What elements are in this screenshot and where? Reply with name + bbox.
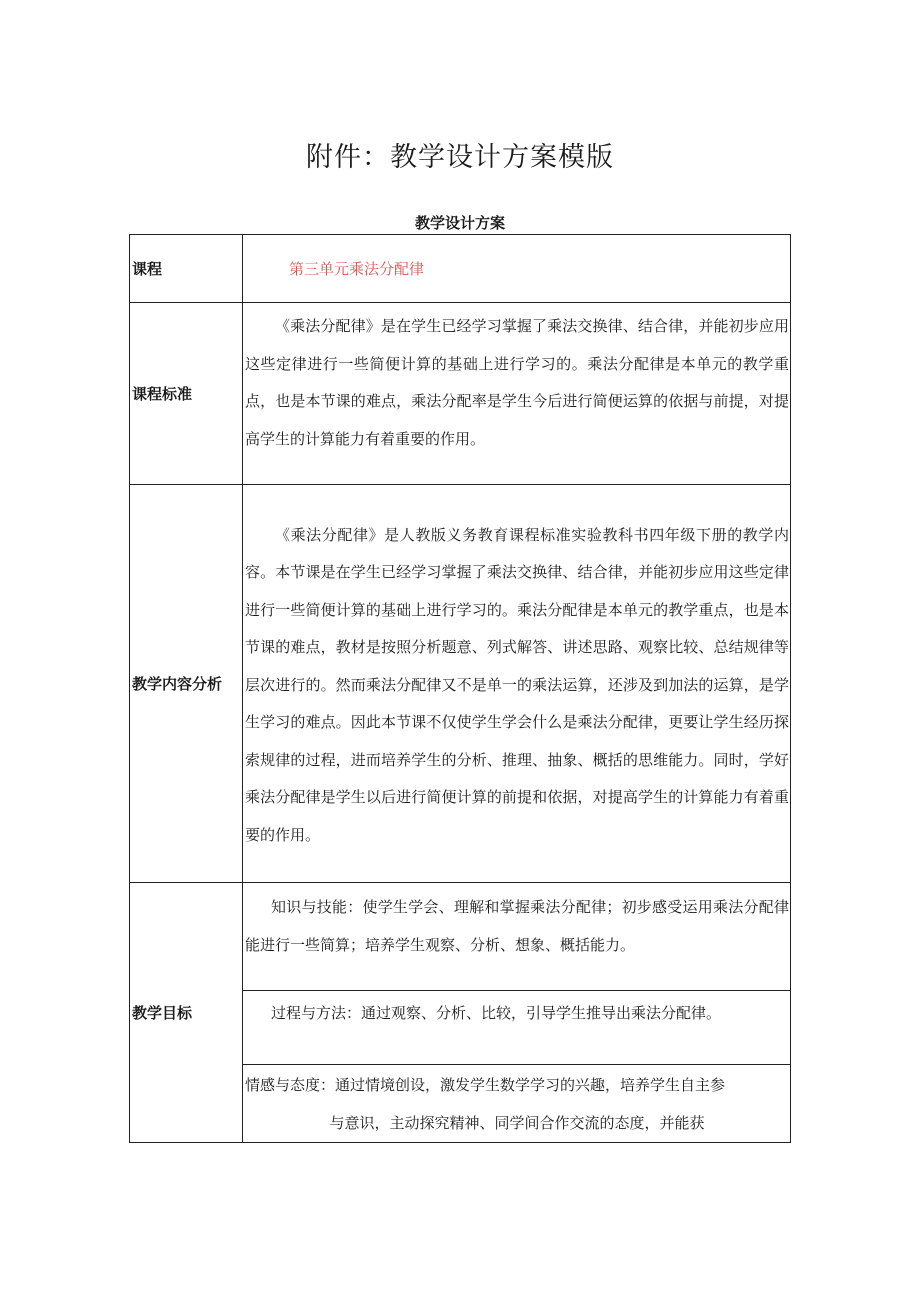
row-goal-knowledge [130, 883, 791, 991]
course-value: 第三单元乘法分配律 [243, 235, 791, 303]
goal-knowledge-text: 知识与技能：使学生学会、理解和掌握乘法分配律；初步感受运用乘法分配律能进行一些简算；培养学生观察、分析、想象、概括能力。 [245, 898, 789, 954]
page-title: 附件：教学设计方案模版 [306, 142, 614, 173]
curriculum-standard-label: 课程标准 [130, 303, 243, 485]
content-analysis-label: 教学内容分析 [130, 485, 243, 883]
table-title: 教学设计方案 [414, 214, 505, 232]
goal-process-cell [243, 991, 791, 1065]
content-analysis-text: 《乘法分配律》是人教版义务教育课程标准实验教科书四年级下册的教学内容。本节课是在学生已经学习掌握了乘法交换律、结合律，并能初步应用这些定律进行一些简便计算的基础上进行学习的。乘法分配律是本单元的教学重点，也是本节课的难点，教材是按照分析题意、列式解答、讲述思路、观察比较、总结规律等层次进行的。然而乘法分配律又不是单一的乘法运算，还涉及到加法的运算，是学生学习的难点。因此本节课不仅使学生学会什么是乘法分配律，更要让学生经历探索规律的过程，进而培养学生的分析、推理、抽象、概括的思维能力。同时，学好乘法分配律是学生以后进行简便计算的前提和依据，对提高学生的计算能力有着重要的作用。 [245, 525, 789, 844]
goal-knowledge-cell [243, 883, 791, 991]
course-label: 课程 [130, 235, 243, 303]
row-course [130, 235, 791, 303]
goal-process-text: 过程与方法：通过观察、分析、比较，引导学生推导出乘法分配律。 [271, 1004, 722, 1022]
teaching-goals-label: 教学目标 [130, 883, 243, 1143]
curriculum-standard-cell [243, 303, 791, 485]
row-curriculum-standard [130, 303, 791, 485]
row-content-analysis [130, 485, 791, 883]
curriculum-standard-text: 《乘法分配律》是在学生已经学习掌握了乘法交换律、结合律，并能初步应用这些定律进行一些简便计算的基础上进行学习的。乘法分配律是本单元的教学重点，也是本节课的难点，乘法分配率是学生今后进行简便运算的依据与前提，对提高学生的计算能力有着重要的作用。 [245, 317, 789, 448]
goal-emotion-cell [243, 1065, 791, 1143]
goal-emotion-line1: 情感与态度：通过情境创设，激发学生数学学习的兴趣，培养学生自主参 [245, 1076, 726, 1094]
content-analysis-cell [243, 485, 791, 883]
goal-emotion-line2: 与意识，主动探究精神、同学间合作交流的态度，并能获 [329, 1113, 705, 1132]
teaching-plan-table [129, 234, 791, 1143]
